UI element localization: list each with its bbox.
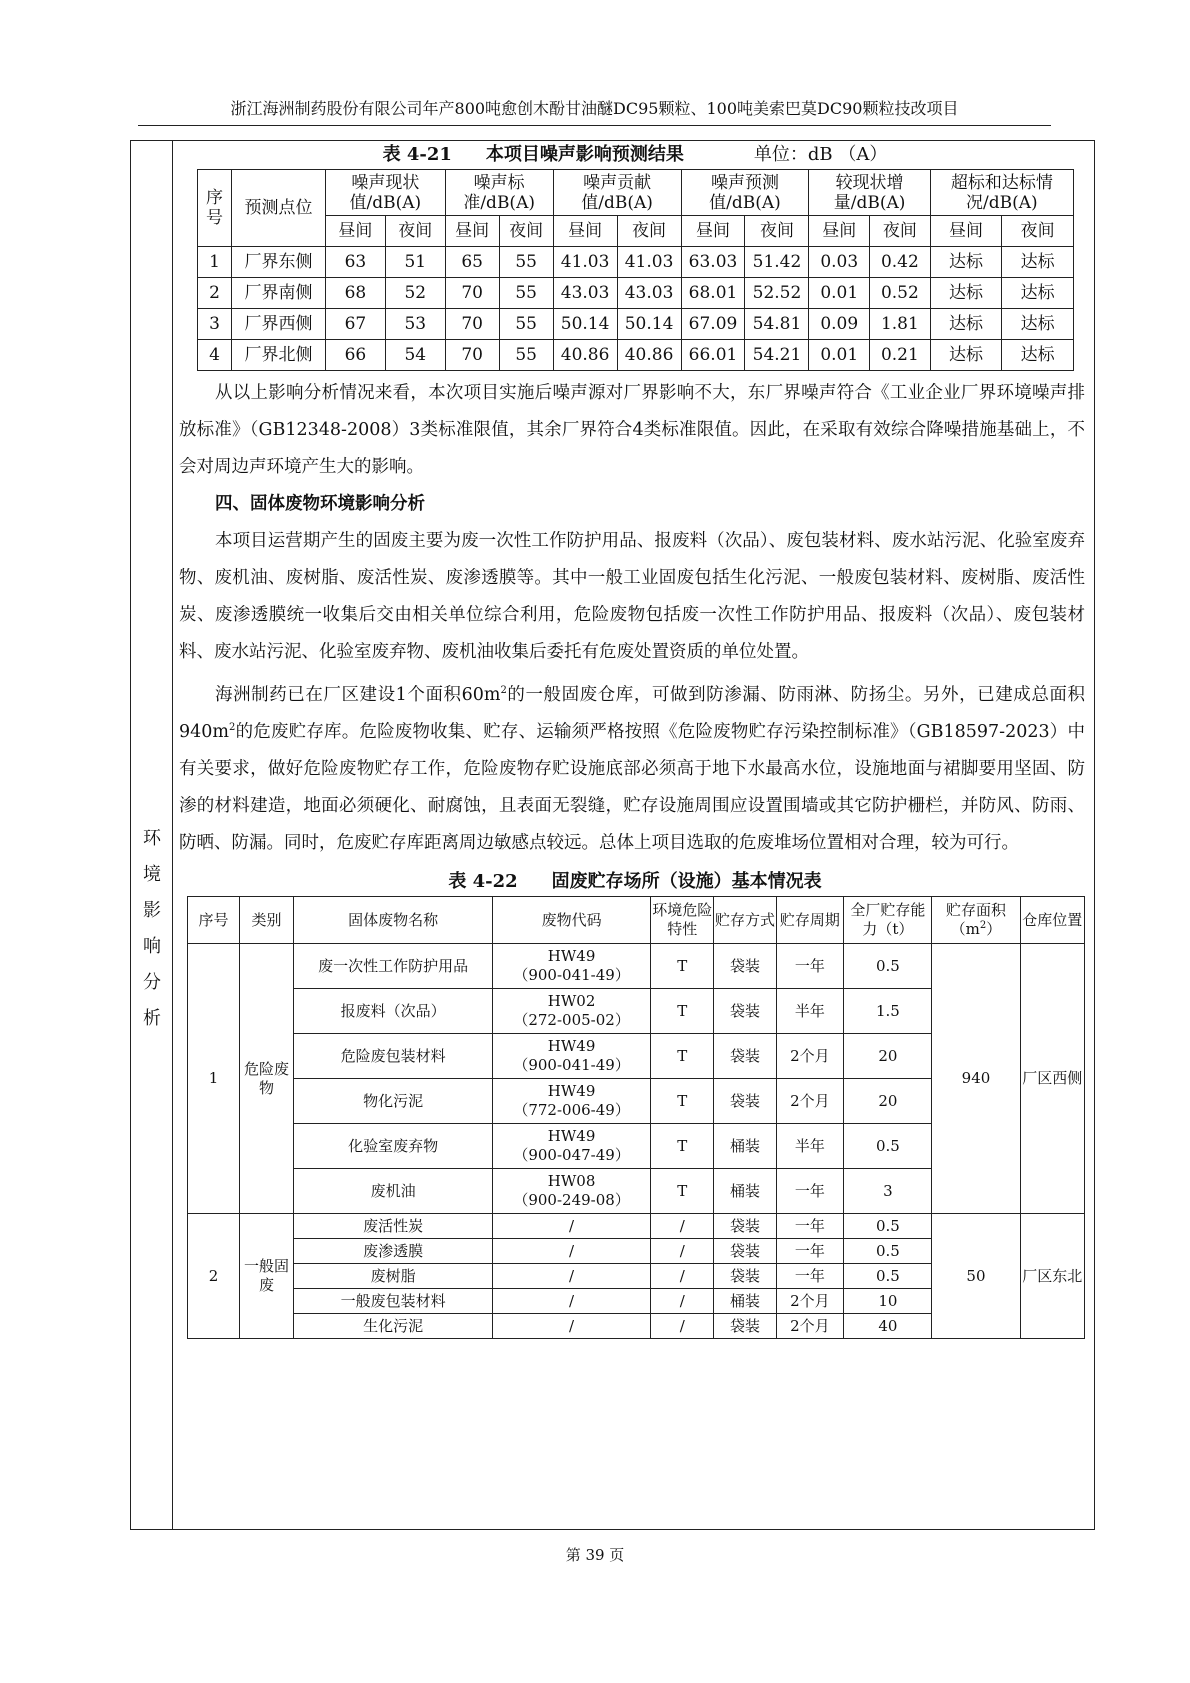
hazard-property: T: [651, 944, 714, 989]
hazard-property: T: [651, 1169, 714, 1214]
storage-capacity: 40: [844, 1314, 932, 1339]
row-value: 68.01: [681, 278, 745, 309]
row-point: 厂界北侧: [232, 340, 326, 371]
warehouse-location: 厂区西侧: [1020, 944, 1084, 1214]
row-seq: 1: [198, 247, 232, 278]
row-value: 54.21: [745, 340, 809, 371]
row-value: 达标: [930, 278, 1002, 309]
section-heading: 四、固体废物环境影响分析: [215, 494, 425, 514]
row-value: 41.03: [617, 247, 681, 278]
waste-code: [493, 944, 651, 989]
waste-code: [493, 1079, 651, 1124]
storage-capacity: 20: [844, 1034, 932, 1079]
content-frame: [130, 140, 1095, 1530]
t2-header: 贮存周期: [776, 897, 844, 944]
solid-waste-storage-table: [187, 896, 1085, 1339]
storage-method: 袋装: [714, 944, 776, 989]
side-column: [131, 141, 173, 1529]
hazard-property: /: [651, 1214, 714, 1239]
waste-name: 废活性炭: [294, 1214, 493, 1239]
table-row: [188, 1214, 1085, 1239]
t2-header: 废物代码: [493, 897, 651, 944]
t2-header-area-text: 贮存面积（m: [945, 901, 1006, 938]
row-value: 0.09: [809, 309, 870, 340]
row-value: 70: [445, 278, 499, 309]
header-day: 昼间: [930, 216, 1002, 247]
paragraph-noise-conclusion: 从以上影响分析情况来看，本次项目实施后噪声源对厂界影响不大，东厂界噪声符合《工业企业厂界环境噪声排放标准》（GB12348-2008）3类标准限值，其余厂界符合4类标准限值。因此，在采取有效综合降噪措施基础上，不会对周边声环境产生大的影响。: [179, 383, 1085, 477]
storage-method: 桶装: [714, 1169, 776, 1214]
hazard-property: T: [651, 989, 714, 1034]
header-group: 噪声标准/dB(A): [445, 170, 553, 216]
storage-capacity: 20: [844, 1079, 932, 1124]
table1-title: 本项目噪声影响预测结果: [485, 144, 684, 165]
row-value: 达标: [1002, 247, 1074, 278]
table1-number: 表 4-21: [382, 144, 452, 165]
row-value: 达标: [930, 247, 1002, 278]
superscript: 2: [229, 722, 236, 734]
storage-method: 袋装: [714, 1239, 776, 1264]
row-seq: 4: [198, 340, 232, 371]
row-value: 43.03: [617, 278, 681, 309]
header-night: 夜间: [385, 216, 445, 247]
paragraph-storage-part: 的危废贮存库。危险废物收集、贮存、运输须严格按照《危险废物贮存污染控制标准》（GB18597-2023）中有关要求，做好危险废物贮存工作，危险废物存贮设施底部必须高于地下水最高水位，设施地面与裙脚要用坚固、防渗的材料建造，地面必须硬化、耐腐蚀，且表面无裂缝，贮存设施周围应设置围墙或其它防护栅栏，并防风、防雨、防晒、防漏。同时，危废贮存库距离周边敏感点较远。总体上项目选取的危废堆场位置相对合理，较为可行。: [179, 722, 1085, 853]
group-seq: 2: [188, 1214, 240, 1339]
table-row: [198, 309, 1074, 340]
hazard-property: T: [651, 1034, 714, 1079]
row-value: 达标: [930, 309, 1002, 340]
row-value: 0.42: [870, 247, 931, 278]
waste-name: 危险废包装材料: [294, 1034, 493, 1079]
storage-table-body: [188, 944, 1085, 1339]
document-header: 浙江海洲制药股份有限公司年产800吨愈创木酚甘油醚DC95颗粒、100吨美索巴莫DC90颗粒技改项目: [230, 99, 959, 118]
row-value: 52.52: [745, 278, 809, 309]
waste-code: /: [493, 1264, 651, 1289]
header-night: 夜间: [745, 216, 809, 247]
row-value: 40.86: [617, 340, 681, 371]
row-value: 达标: [1002, 309, 1074, 340]
row-point: 厂界西侧: [232, 309, 326, 340]
group-category: 一般固废: [239, 1214, 293, 1339]
warehouse-location: 厂区东北: [1020, 1214, 1084, 1339]
waste-name: 物化污泥: [294, 1079, 493, 1124]
storage-area: 940: [932, 944, 1020, 1214]
row-value: 55: [499, 340, 553, 371]
storage-period: 半年: [776, 1124, 844, 1169]
superscript: 2: [500, 685, 507, 697]
side-label-char: 分: [143, 972, 161, 993]
row-value: 54: [385, 340, 445, 371]
storage-capacity: 10: [844, 1289, 932, 1314]
waste-name: 化验室废弃物: [294, 1124, 493, 1169]
side-label-char: 析: [143, 1008, 161, 1029]
row-value: 0.21: [870, 340, 931, 371]
storage-method: 桶装: [714, 1124, 776, 1169]
waste-code: [493, 989, 651, 1034]
waste-name: 废树脂: [294, 1264, 493, 1289]
storage-method: 袋装: [714, 1034, 776, 1079]
row-value: 66.01: [681, 340, 745, 371]
storage-method: 袋装: [714, 1314, 776, 1339]
row-value: 51: [385, 247, 445, 278]
storage-capacity: 0.5: [844, 1264, 932, 1289]
table-row: [198, 278, 1074, 309]
waste-code: /: [493, 1314, 651, 1339]
row-value: 63.03: [681, 247, 745, 278]
page-number: 第 39 页: [565, 1546, 625, 1564]
paragraph-storage-part: 的一般固废仓库，可做到防渗漏、防雨淋、防扬尘。另外，已建成总面积940m: [179, 685, 1085, 742]
row-value: 55: [499, 309, 553, 340]
row-value: 40.86: [553, 340, 617, 371]
header-group: 噪声现状值/dB(A): [326, 170, 446, 216]
group-seq: 1: [188, 944, 240, 1214]
storage-method: 袋装: [714, 989, 776, 1034]
row-value: 达标: [1002, 340, 1074, 371]
side-label-char: 境: [143, 864, 161, 885]
noise-prediction-table: [197, 169, 1074, 371]
header-night: 夜间: [499, 216, 553, 247]
row-value: 41.03: [553, 247, 617, 278]
header-day: 昼间: [326, 216, 386, 247]
row-value: 43.03: [553, 278, 617, 309]
storage-period: 2个月: [776, 1079, 844, 1124]
noise-table-body: [198, 247, 1074, 371]
hazard-property: /: [651, 1289, 714, 1314]
hazard-property: T: [651, 1079, 714, 1124]
row-point: 厂界东侧: [232, 247, 326, 278]
waste-name: 废一次性工作防护用品: [294, 944, 493, 989]
storage-method: 袋装: [714, 1079, 776, 1124]
storage-period: 一年: [776, 944, 844, 989]
table-row: [198, 247, 1074, 278]
row-seq: 2: [198, 278, 232, 309]
side-label: [131, 821, 173, 1037]
paragraph-solid-waste: 本项目运营期产生的固废主要为废一次性工作防护用品、报废料（次品）、废包装材料、废水站污泥、化验室废弃物、废机油、废树脂、废活性炭、废渗透膜等。其中一般工业固废包括生化污泥、一般废包装材料、废树脂、废活性炭、废渗透膜统一收集后交由相关单位综合利用，危险废物包括废一次性工作防护用品、报废料（次品）、废包装材料、废水站污泥、化验室废弃物、废机油收集后委托有危废处置资质的单位处置。: [179, 531, 1085, 662]
t2-header: 固体废物名称: [294, 897, 493, 944]
row-value: 达标: [1002, 278, 1074, 309]
header-group: 噪声贡献值/dB(A): [553, 170, 681, 216]
table-row: [198, 340, 1074, 371]
row-value: 55: [499, 247, 553, 278]
side-label-char: 环: [143, 828, 161, 849]
storage-period: 2个月: [776, 1034, 844, 1079]
waste-code-line: （900-249-08）: [513, 1191, 630, 1209]
hazard-property: /: [651, 1314, 714, 1339]
row-value: 0.01: [809, 340, 870, 371]
main-content: [179, 141, 1091, 1339]
row-value: 51.42: [745, 247, 809, 278]
waste-code-line: （272-005-02）: [513, 1011, 630, 1029]
storage-period: 一年: [776, 1264, 844, 1289]
table2-number: 表 4-22: [448, 871, 518, 892]
storage-area: 50: [932, 1214, 1020, 1339]
row-point: 厂界南侧: [232, 278, 326, 309]
t2-header: 序号: [188, 897, 240, 944]
header-point: 预测点位: [232, 170, 326, 247]
waste-name: 一般废包装材料: [294, 1289, 493, 1314]
row-value: 68: [326, 278, 386, 309]
group-category: 危险废物: [239, 944, 293, 1214]
table1-unit: 单位：dB （A）: [753, 144, 888, 165]
header-rule: [138, 125, 1051, 126]
t2-header: 环境危险特性: [651, 897, 714, 944]
storage-capacity: 1.5: [844, 989, 932, 1034]
waste-code-line: HW49: [547, 1127, 596, 1145]
storage-period: 一年: [776, 1214, 844, 1239]
t2-header-area-close: ）: [986, 920, 1002, 938]
t2-header: 类别: [239, 897, 293, 944]
waste-code-line: HW08: [547, 1172, 596, 1190]
waste-code: [493, 1124, 651, 1169]
row-value: 53: [385, 309, 445, 340]
waste-name: 报废料（次品）: [294, 989, 493, 1034]
superscript: 2: [979, 920, 987, 931]
row-value: 65: [445, 247, 499, 278]
t2-header: 全厂贮存能力（t）: [844, 897, 932, 944]
waste-name: 废渗透膜: [294, 1239, 493, 1264]
header-night: 夜间: [870, 216, 931, 247]
storage-period: 半年: [776, 989, 844, 1034]
storage-method: 桶装: [714, 1289, 776, 1314]
header-seq: 序号: [198, 170, 232, 247]
row-value: 70: [445, 309, 499, 340]
row-value: 67.09: [681, 309, 745, 340]
waste-code-line: HW49: [547, 1037, 596, 1055]
table1-caption: [179, 141, 1091, 169]
waste-code-line: （900-041-49）: [513, 966, 630, 984]
header-day: 昼间: [553, 216, 617, 247]
waste-code-line: HW49: [547, 1082, 596, 1100]
row-value: 1.81: [870, 309, 931, 340]
storage-capacity: 0.5: [844, 1239, 932, 1264]
row-value: 50.14: [617, 309, 681, 340]
waste-code-line: HW02: [547, 992, 596, 1010]
row-value: 54.81: [745, 309, 809, 340]
storage-capacity: 0.5: [844, 1124, 932, 1169]
waste-code-line: HW49: [547, 947, 596, 965]
waste-code: /: [493, 1214, 651, 1239]
waste-code-line: （772-006-49）: [513, 1101, 630, 1119]
row-value: 0.03: [809, 247, 870, 278]
waste-code-line: （900-047-49）: [513, 1146, 630, 1164]
t2-header: 仓库位置: [1020, 897, 1084, 944]
storage-period: 2个月: [776, 1289, 844, 1314]
table2-caption: [179, 868, 1091, 896]
t2-header-area: [932, 897, 1020, 944]
waste-code-line: （900-041-49）: [513, 1056, 630, 1074]
header-day: 昼间: [445, 216, 499, 247]
storage-capacity: 3: [844, 1169, 932, 1214]
hazard-property: T: [651, 1124, 714, 1169]
row-value: 63: [326, 247, 386, 278]
paragraph-storage: [179, 677, 1085, 862]
header-group: 较现状增量/dB(A): [809, 170, 930, 216]
row-value: 66: [326, 340, 386, 371]
storage-period: 2个月: [776, 1314, 844, 1339]
header-group: 噪声预测值/dB(A): [681, 170, 809, 216]
header-night: 夜间: [617, 216, 681, 247]
header-day: 昼间: [681, 216, 745, 247]
side-label-char: 响: [143, 936, 161, 957]
t2-header: 贮存方式: [714, 897, 776, 944]
storage-method: 袋装: [714, 1264, 776, 1289]
hazard-property: /: [651, 1239, 714, 1264]
header-day: 昼间: [809, 216, 870, 247]
row-value: 70: [445, 340, 499, 371]
waste-code: [493, 1169, 651, 1214]
side-label-char: 影: [143, 900, 161, 921]
storage-method: 袋装: [714, 1214, 776, 1239]
storage-capacity: 0.5: [844, 1214, 932, 1239]
row-value: 50.14: [553, 309, 617, 340]
paragraph-storage-part: 海洲制药已在厂区建设1个面积60m: [215, 685, 501, 705]
storage-period: 一年: [776, 1169, 844, 1214]
storage-period: 一年: [776, 1239, 844, 1264]
row-value: 0.52: [870, 278, 931, 309]
hazard-property: /: [651, 1264, 714, 1289]
row-value: 达标: [930, 340, 1002, 371]
row-value: 52: [385, 278, 445, 309]
row-value: 55: [499, 278, 553, 309]
row-seq: 3: [198, 309, 232, 340]
row-value: 67: [326, 309, 386, 340]
waste-name: 废机油: [294, 1169, 493, 1214]
header-night: 夜间: [1002, 216, 1074, 247]
table2-title: 固废贮存场所（设施）基本情况表: [551, 871, 822, 892]
header-group: 超标和达标情况/dB(A): [930, 170, 1073, 216]
table-row: [188, 944, 1085, 989]
waste-name: 生化污泥: [294, 1314, 493, 1339]
row-value: 0.01: [809, 278, 870, 309]
waste-code: [493, 1034, 651, 1079]
waste-code: /: [493, 1239, 651, 1264]
storage-capacity: 0.5: [844, 944, 932, 989]
waste-code: /: [493, 1289, 651, 1314]
